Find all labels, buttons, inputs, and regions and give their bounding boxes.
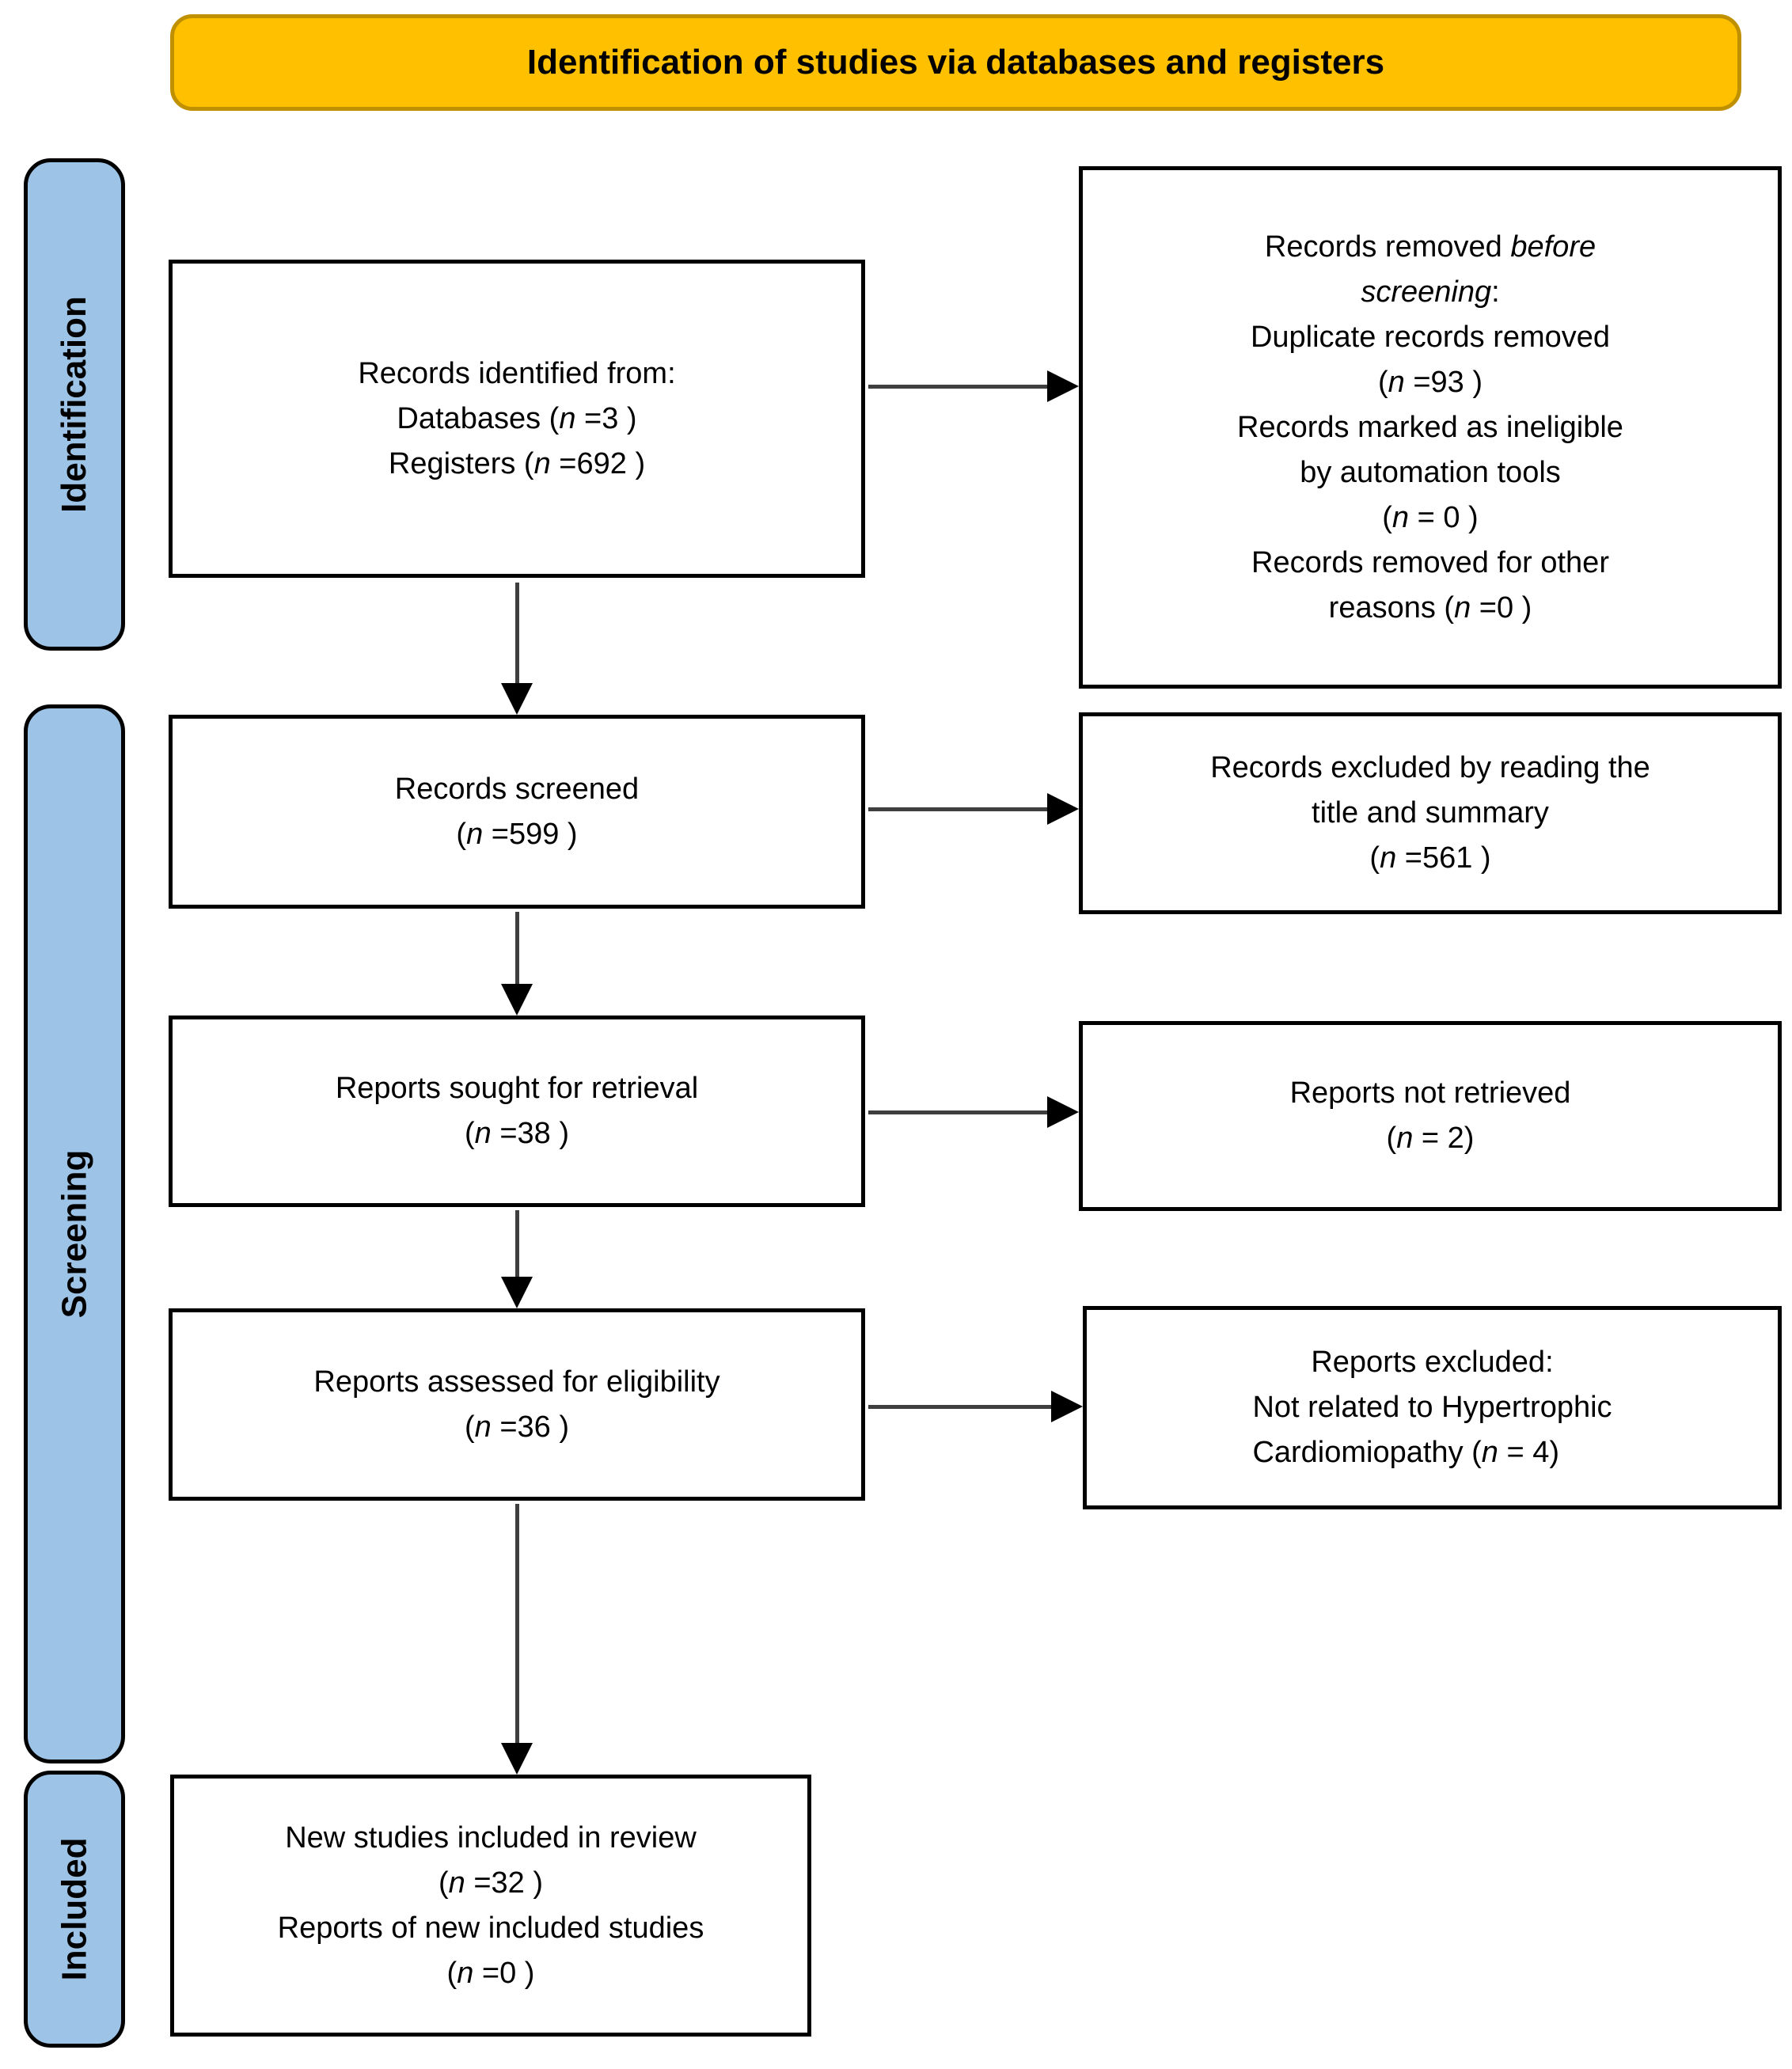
records-removed-before-screening-box bbox=[1079, 166, 1782, 689]
arrow-line bbox=[868, 807, 1047, 811]
flow-arrow-assessed-to-included bbox=[501, 1504, 533, 1775]
stage-label-text: Screening bbox=[55, 1149, 93, 1319]
stage-label-text: Included bbox=[55, 1837, 93, 1981]
box-text: Reports sought for retrieval (n =38 ) bbox=[335, 1072, 699, 1150]
arrow-line bbox=[868, 1405, 1051, 1409]
arrowhead-down-icon bbox=[501, 984, 533, 1016]
flow-arrow-screened-to-excluded bbox=[868, 793, 1079, 825]
box-text: Records identified from: Databases (n =3 ) Registers (n =692 ) bbox=[358, 356, 676, 480]
arrowhead-down-icon bbox=[501, 1743, 533, 1775]
arrow-line bbox=[515, 912, 519, 984]
stage-label-identification bbox=[24, 158, 125, 651]
stage-label-included bbox=[24, 1771, 125, 2048]
records-screened-box bbox=[169, 715, 865, 909]
arrowhead-down-icon bbox=[501, 1277, 533, 1308]
box-text: Records excluded by reading the title and summary (n =561 ) bbox=[1210, 751, 1650, 875]
arrowhead-right-icon bbox=[1047, 793, 1079, 825]
flow-arrow-sought-to-assessed bbox=[501, 1210, 533, 1308]
reports-assessed-box bbox=[169, 1308, 865, 1501]
box-text: Records screened (n =599 ) bbox=[394, 772, 640, 851]
reports-sought-box bbox=[169, 1016, 865, 1207]
box-text: Reports not retrieved (n = 2) bbox=[1289, 1076, 1571, 1155]
arrow-line bbox=[868, 1110, 1047, 1114]
arrowhead-right-icon bbox=[1051, 1391, 1083, 1422]
reports-excluded-box bbox=[1083, 1306, 1782, 1509]
records-identified-box bbox=[169, 260, 865, 578]
arrowhead-right-icon bbox=[1047, 1096, 1079, 1128]
arrow-line bbox=[515, 583, 519, 683]
box-text: Records removed before screening: Duplicate records removed (n =93 ) Records marked as ineligible by automation tools (n = 0 ) Records removed for other reasons (n =0 ) bbox=[1237, 230, 1623, 624]
box-text: Reports assessed for eligibility (n =36 ) bbox=[313, 1365, 720, 1444]
arrowhead-down-icon bbox=[501, 683, 533, 715]
stage-label-screening bbox=[24, 704, 125, 1763]
arrowhead-right-icon bbox=[1047, 370, 1079, 402]
flow-arrow-identified-to-removed bbox=[868, 370, 1079, 402]
arrow-line bbox=[515, 1210, 519, 1277]
diagram-title-banner bbox=[170, 14, 1741, 111]
box-text: New studies included in review (n =32 ) Reports of new included studies (n =0 ) bbox=[277, 1820, 704, 1990]
new-studies-included-box bbox=[170, 1775, 811, 2037]
arrow-line bbox=[515, 1504, 519, 1743]
stage-label-text: Identification bbox=[55, 296, 93, 513]
flow-arrow-screened-to-sought bbox=[501, 912, 533, 1016]
flow-arrow-assessed-to-excluded bbox=[868, 1391, 1083, 1422]
records-excluded-box bbox=[1079, 712, 1782, 914]
arrow-line bbox=[868, 385, 1047, 389]
diagram-title: Identification of studies via databases and registers bbox=[526, 43, 1385, 82]
flow-arrow-sought-to-not-retrieved bbox=[868, 1096, 1079, 1128]
reports-not-retrieved-box bbox=[1079, 1021, 1782, 1211]
box-text: Reports excluded: Not related to Hypertrophic Cardiomiopathy (n = 4) bbox=[1252, 1346, 1612, 1469]
flow-arrow-identified-to-screened bbox=[501, 583, 533, 715]
